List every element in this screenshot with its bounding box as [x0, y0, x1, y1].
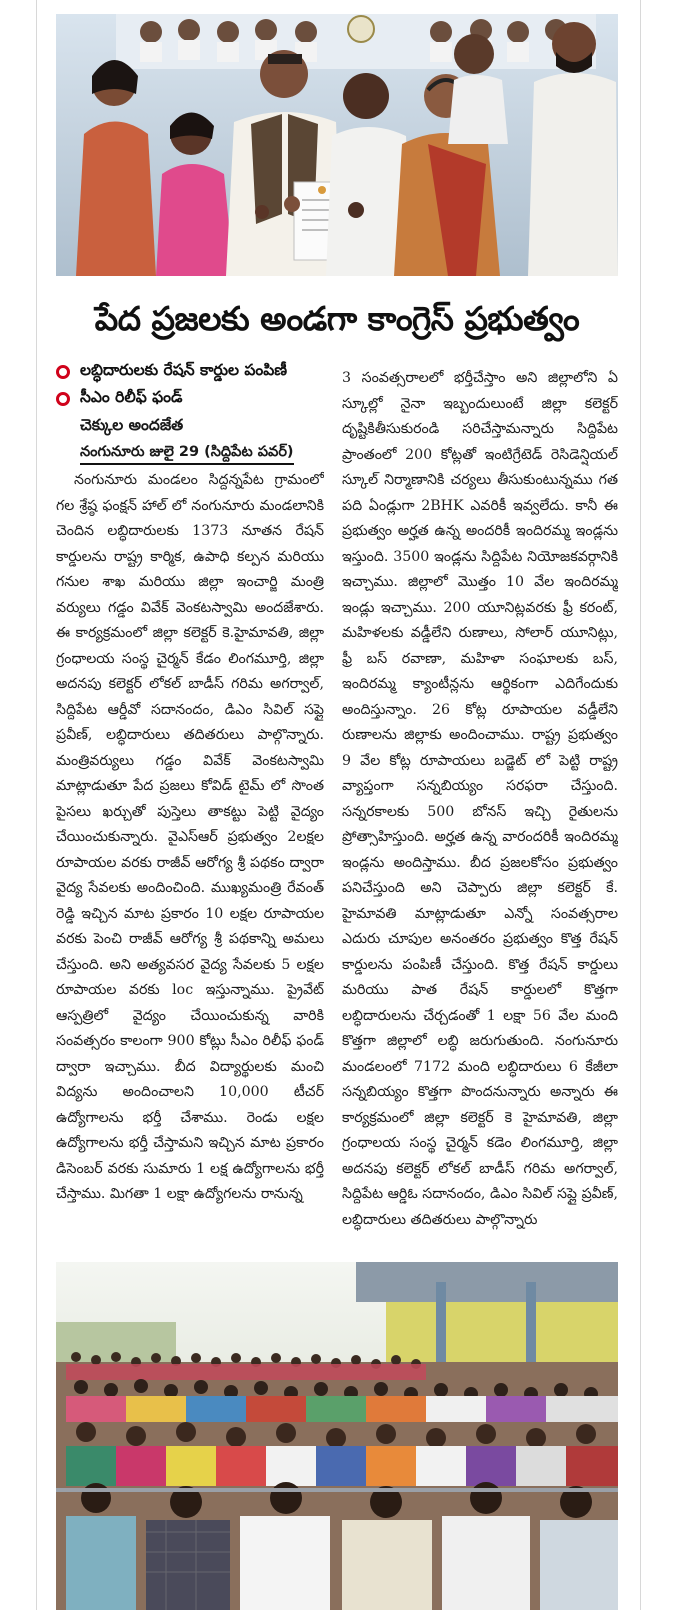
bottom-photo: [56, 1262, 618, 1610]
top-photo: [56, 14, 618, 276]
page-left-rule: [36, 0, 37, 1610]
subhead-bullets: [56, 358, 346, 465]
dateline: నంగునూరు జులై 29 (సిద్దిపేట పవర్): [80, 441, 294, 465]
bullet-item: సీఎం రిలీఫ్ ఫండ్: [56, 385, 346, 412]
article-column-right: [342, 366, 618, 1258]
article-headline: పేద ప్రజలకు అండగా కాంగ్రెస్ ప్రభుత్వం: [94, 299, 580, 338]
bullet-ring-icon: [56, 365, 70, 379]
bullet-ring-icon: [56, 392, 70, 406]
bullet-continuation: చెక్కుల అందజేత: [80, 416, 184, 434]
page-right-rule: [640, 0, 641, 1610]
article-column-left: [56, 468, 324, 1258]
body-text-right: 3 సంవత్సరాలలో భర్తీచేస్తాం అని జిల్లాలోని ఏ స్కూల్లో నైనా ఇబ్బందులుంటే జిల్లా కలెక్టర్ దృష్టికితీసుకురండి సరిచేస్తామన్నారు సిద్దిపేట ప్రాంతంలో 200 కోట్లతో ఇంటిగ్రేటెడ్ రెసిడెన్షియల్ స్కూల్ నిర్మాణానికి చర్యలు తీసుకుంటున్నము గత పది ఏండ్లుగా 2BHK ఎవరికీ ఇవ్వలేదు. కానీ ఈ ప్రభుత్వం అర్హత ఉన్న అందరికీ ఇందిరమ్మ ఇండ్లను ఇస్తుంది. 3500 ఇండ్లను సిద్దిపేట నియోజకవర్గానికి ఇచ్చాము. జిల్లాలో మొత్తం 10 వేల ఇందిరమ్మ ఇండ్లు ఇచ్చాము. 200 యూనిట్లవరకు ఫ్రీ కరంట్, మహిళలకు వడ్డీలేని రుణాలు, సోలార్ యూనిట్లు, ఫ్రీ బస్ రవాణా, మహిళా సంఘాలకు బస్, ఇందిరమ్మ క్యాంటీన్లను ఆర్థికంగా ఎదిగేందుకు అందిస్తున్నాం. 26 కోట్ల రూపాయల వడ్డీలేని రుణాలను జిల్లాకు అందించాము. రాష్ట్ర ప్రభుత్వం 9 వేల కోట్ల రూపాయలు బడ్జెట్ లో పెట్టి రాష్ట్ర వ్యాప్తంగా సన్నబియ్యం సరఫరా చేస్తుంది. సన్నరకాలకు 500 బోనస్ ఇచ్చి రైతులను ప్రోత్సాహిస్తుంది. అర్హత ఉన్న వారందరికీ ఇందిరమ్మ ఇండ్లను అందిస్తాము. బీద ప్రజలకోసం ప్రభుత్వం పనిచేస్తుంది అని చెప్పారు జిల్లా కలెక్టర్ కే. హైమావతి మాట్లాడుతూ ఎన్నో సంవత్సరాల ఎదురు చూపుల అనంతరం ప్రభుత్వం కొత్త రేషన్ కార్డులను పంపిణీ చేస్తుంది. కొత్త రేషన్ కార్డులు మరియు పాత రేషన్ కార్డులలో కొత్తగా లబ్ధిదారులను చేర్చడంతో 1 లక్షా 56 వేల మంది కొత్తగా జిల్లాలో లబ్ధి జరుగుతుంది. నంగునూరు మండలంలో 7172 మంది లబ్ధిదారులు 6 కేజీలా సన్నబియ్యం కొత్తగా పొందనున్నారు అన్నారు ఈ కార్యక్రమంలో జిల్లా కలెక్టర్ కె హైమావతి, జిల్లా గ్రంధాలయ సంస్థ చైర్మన్ కడెం లింగమూర్తి, జిల్లా అదనపు కలెక్టర్ లోకల్ బాడీస్ గరిమ అగర్వాల్, సిద్దిపేట ఆర్డిఓ సదానందం, డిఎం సివిల్ సప్లై ప్రవీణ్, లబ్ధిదారులు తదితరులు పాల్గొన్నారు: [342, 370, 618, 1228]
body-text-left: నంగునూరు మండలం సిద్దన్నపేట గ్రామంలో గల శ్రేష్ఠ ఫంక్షన్ హాల్ లో నంగునూరు మండలానికి చెందిన లబ్ధిదారులకు 1373 నూతన రేషన్ కార్డులను రాష్ట్ర కార్మిక, ఉపాధి కల్పన మరియు గనుల శాఖ మరియు జిల్లా ఇంచార్జి మంత్రి వర్యులు గడ్డం వివేక్ వెంకటస్వామి అందజేశారు. ఈ కార్యక్రమంలో జిల్లా కలెక్టర్ కె.హైమావతి, జిల్లా గ్రంధాలయ సంస్థ చైర్మన్ కేడం లింగమూర్తి, జిల్లా అదనపు కలెక్టర్ లోకల్ బాడీస్ గరిమ అగర్వాల్, సిద్దిపేట ఆర్డీవో సదానందం, డిఎం సివిల్ సప్లై ప్రవీణ్, లబ్ధిదారులు తదితరులు పాల్గొన్నారు. మంత్రివర్యులు గడ్డం వివేక్ వెంకటస్వామి మాట్లాడుతూ పేద ప్రజలు కోవిడ్ టైమ్ లో సొంత పైసలు ఖర్చుతో పుస్తెలు తాకట్టు పెట్టి వైద్యం చేయించుకున్నారు. వైఎస్ఆర్ ప్రభుత్వం 2లక్షల రూపాయల వరకు రాజీవ్ ఆరోగ్య శ్రీ పథకం ద్వారా వైద్య సేవలకు అందించింది. ముఖ్యమంత్రి రేవంత్ రెడ్డి ఇచ్చిన మాట ప్రకారం 10 లక్షల రూపాయల వరకు పెంచి రాజీవ్ ఆరోగ్య శ్రీ పథకాన్ని అమలు చేస్తుంది. అని అత్యవసర వైద్య సేవలకు 5 లక్షల రూపాయల వరకు loc ఇస్తున్నాము. ప్రైవేట్ ఆస్పత్రిలో వైద్యం చేయించుకున్న వారికి సంవత్సరం కాలంగా 900 కోట్లు సీఎం రిలీఫ్ ఫండ్ ద్వారా ఇచ్చాము. బీద విద్యార్థులకు మంచి విద్యను అందించాలని 10,000 టీచర్ ఉద్యోగాలను భర్తీ చేశాము. రెండు లక్షల ఉద్యోగాలను భర్తీ చేస్తామని ఇచ్చిన మాట ప్రకారం డిసెంబర్ వరకు సుమారు 1 లక్ష ఉద్యోగాలను భర్తీ చేస్తాము. మిగతా 1 లక్షా ఉద్యోగలను రానున్న: [56, 472, 324, 1202]
bullet-item: లబ్ధిదారులకు రేషన్ కార్డుల పంపిణీ: [56, 358, 346, 385]
